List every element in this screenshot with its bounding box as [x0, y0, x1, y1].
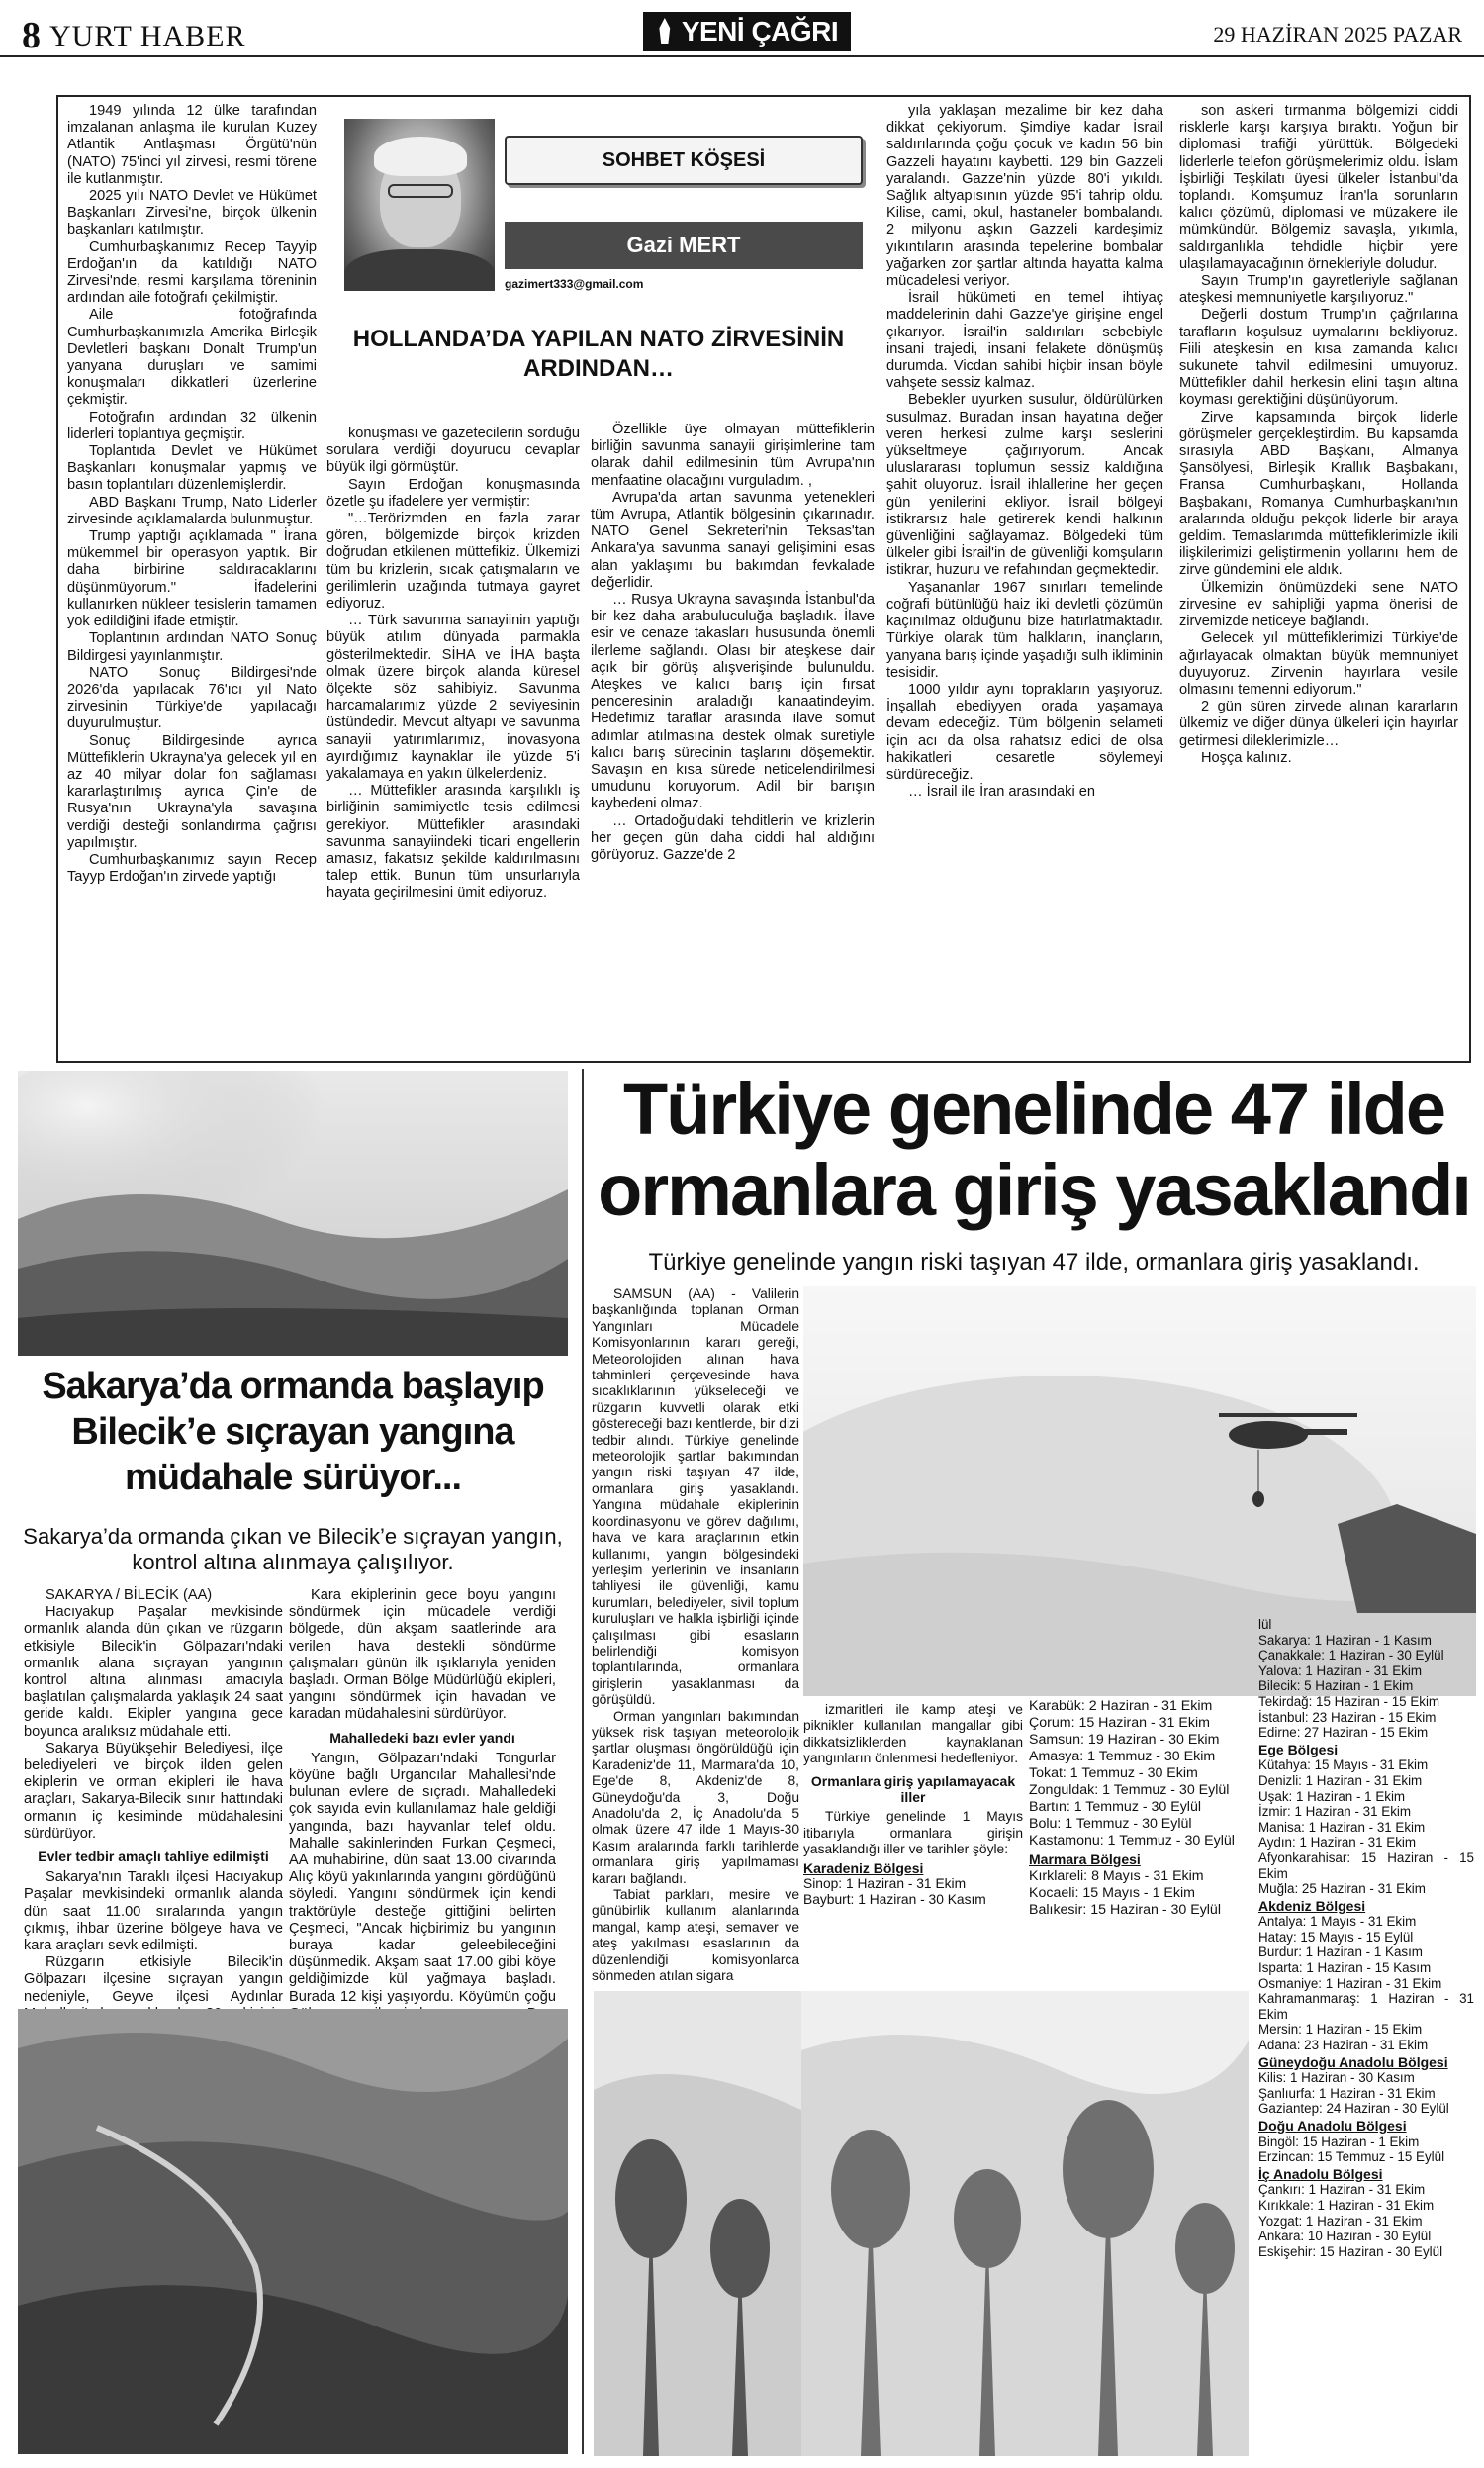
province-entry: Çorum: 15 Haziran - 31 Ekim: [1029, 1715, 1210, 1731]
forest-photo-left: [594, 1991, 801, 2456]
province-entry: Kastamonu: 1 Temmuz - 30 Eylül: [1029, 1833, 1235, 1849]
page-header: [0, 0, 1484, 57]
banned-provinces-subhead: Ormanlara giriş yapılamayacak iller: [810, 1772, 1016, 1806]
column-text-5: [1179, 103, 1458, 767]
paragraph: ABD Başkanı Trump, Nato Liderler zirvesinde açıklamalarda bulunmuştur.: [67, 494, 317, 527]
wildfire-photo: [18, 1071, 568, 1356]
paragraph: Ülkemizin önümüzdeki sene NATO zirvesine ev sahipliği yapma önerisi de zirvemizde neticeye bağlandı.: [1179, 579, 1458, 630]
paragraph: Bebekler uyurken susulur, öldürülürken susulmaz. Buradan insan hayatına değer veren herkesi zulme karşı seslerini yükseltmeye çağırıyorum. Ancak uluslararası toplumun sessiz kaldığına şahit oluyoruz. İsrail ihlallerine her geçen gün yenilerini ekliyor. İsrail bölgeyi istikrarsız hale getirerek kendi halkının güvenliğini sağlayamaz. Bölgedeki tüm ülkeler gibi İsrail'in de güvenliği komşuların istikrar, huzuru ve refahından geçmektedir.: [886, 392, 1163, 579]
sakarya-headline: Sakarya’da ormanda başlayıp Bilecik’e sıçrayan yangına müdahale sürüyor...: [42, 1366, 544, 1498]
paragraph: … Müttefikler arasında karşılıklı iş birliğinin samimiyetle tesis edilmesi gerekiyor. Müttefikler arasındaki savunma sanayiindeki ticari engellerin amasız, fakatsız şekilde kaldırılmasını talep ettik. Bunun tüm unsurlarıyla hayata geçirilmesini ümit ediyoruz.: [326, 783, 580, 902]
province-entry: Bingöl: 15 Haziran - 1 Ekim: [1258, 2134, 1420, 2149]
sakarya-subhead-1: Evler tedbir amaçlı tahliye edilmişti: [38, 1849, 269, 1865]
province-entry: Adana: 23 Haziran - 31 Ekim: [1258, 2038, 1429, 2053]
region-heading: Karadeniz Bölgesi: [803, 1859, 924, 1876]
province-entry: Samsun: 19 Haziran - 30 Ekim: [1029, 1732, 1220, 1748]
paragraph: … Türk savunma sanayiinin yaptığı büyük atılım dünyada parmakla gösterilmektedir. SİHA ve İHA başta olmak üzere birçok alanda küresel ölçekte söz sahibiyiz. Savunma harcamalarımız yüzde 2 seviyesinin üstündedir. Mevcut altyapı ve savunma sanayii yatırımlarımız, inovasyona ayırdığımız kaynaklar ile yüzde 5'i yakalamaya en yakın ülkelerdeniz.: [326, 613, 580, 783]
province-entry: Antalya: 1 Mayıs - 31 Ekim: [1258, 1914, 1417, 1930]
province-entry: Osmaniye: 1 Haziran - 31 Ekim: [1258, 1975, 1442, 1991]
issue-date: 29 HAZİRAN 2025 PAZAR: [1213, 22, 1462, 47]
province-entry: Yozgat: 1 Haziran - 31 Ekim: [1258, 2213, 1423, 2229]
province-entry: Kırklareli: 8 Mayıs - 31 Ekim: [1029, 1868, 1204, 1884]
province-entry: Muğla: 25 Haziran - 31 Ekim: [1258, 1881, 1426, 1897]
paragraph: NATO Sonuç Bildirgesi'nde 2026'da yapılacak 76'ıcı yıl Nato zirvesinin Türkiye'de yapılacağı duyurulmuştur.: [67, 664, 317, 732]
column-text-2: [326, 426, 580, 902]
province-entry: Balıkesir: 15 Haziran - 30 Eylül: [1029, 1902, 1221, 1918]
province-entry: Kilis: 1 Haziran - 30 Kasım: [1258, 2070, 1415, 2086]
paragraph: Sakarya Büyükşehir Belediyesi, ilçe belediyeleri ve birçok ilden gelen ekiplerin ve orman ekipleri ile hava araçları, Sakarya-Bilecik sınır hattındaki ormanın iç kesiminde müdahalesini sürdürüyor.: [24, 1740, 283, 1842]
sakarya-subtitle: Sakarya’da ormanda çıkan ve Bilecik’e sıçrayan yangın, kontrol altına alınmaya çalışılıyor.: [23, 1524, 563, 1574]
paragraph: 1949 yılında 12 ülke tarafından imzalanan anlaşma ile kurulan Kuzey Atlantik Antlaşması Örgütü'nün (NATO) 75'inci yıl zirvesi, resmi törene ile kutlanmıştır.: [67, 103, 317, 187]
province-entry: Hatay: 15 Mayıs - 15 Eylül: [1258, 1929, 1414, 1945]
paragraph: … Rusya Ukrayna savaşında İstanbul'da bir kez daha arabuluculuğa başladık. İlave esir ve cenaze takasları hususunda önemli ilerleme sağlandı. Olası bir ateşkese dair açık bir görüş alışverişinde bulunuldu. Ateşkes ve kalıcı barış için fırsat penceresinin araladığı kanaatindeyim. Hedefimiz taraflar arasında ilave somut adımlar atılmasına destek olmak suretiyle kalıcı barış sürecinin taşlarını döşemektir. Savaşın en kısa sürede neticelendirilmesi umudunu koruyorum. Adil bir barışın kaybedeni olmaz.: [591, 592, 875, 812]
column-text-4: [886, 103, 1163, 801]
paragraph: Yangın, Gölpazarı'ndaki Tongurlar köyüne bağlı Urgancılar Mahallesi'nde bulunan evlere de sıçradı. Mahalledeki çok sayıda evin kullanılamaz hale geldiği yangında, bazı hayvanlar telef oldu. Mahalle sakinlerinden Furkan Çeşmeci, AA muhabirine, dün saat 13.00 civarında Alıç köyü yakınlarında yangını gördüğünü söyledi. Yangını söndürmek için kendi traktörüyle desteğe gittiğini belirten Çeşmeci, "Ancak hiçbirimiz bu yangının buraya kadar geleebileceğini düşünmedik. Akşam saat 17.00 gibi köye geldiğimizde kül yağmaya başladı. Burada 12 kişi yaşıyordu. Köyümün çoğu: [289, 1750, 556, 2005]
paragraph: son askeri tırmanma bölgemizi ciddi risklerle karşı karşıya bıraktı. Yoğun bir diplomasi trafiği yürüttük. Bölgedeki liderlerle telefon görüşmelerimiz oldu. İslam İşbirliği Teşkilatı üyesi ülkeler İstanbul'da toplandı. Komşumuz İran'la sorunların kalıcı çözümü, diplomasi ve müzakere ile mümkündür. Bölgemiz savaşla, yıkımla, saldırganlıkla tehdidle hiçbir yere ulaşılamayacağının örnekleriyle doludur.: [1179, 103, 1458, 272]
province-entry: Edirne: 27 Haziran - 15 Ekim: [1258, 1725, 1429, 1741]
province-entry: Afyonkarahisar: 15 Haziran - 15 Ekim: [1258, 1850, 1474, 1881]
paragraph: … İsrail ile İran arasındaki en: [908, 784, 1095, 801]
province-entry: İzmir: 1 Haziran - 31 Ekim: [1258, 1804, 1412, 1820]
province-entry: Manisa: 1 Haziran - 31 Ekim: [1258, 1819, 1426, 1835]
province-entry: Çanakkale: 1 Haziran - 30 Eylül: [1258, 1648, 1444, 1663]
burned-forest-aerial-photo: [18, 2009, 568, 2454]
province-entry: Yalova: 1 Haziran - 31 Ekim: [1258, 1662, 1422, 1678]
paragraph: Toplantının ardından NATO Sonuç Bildirgesi yayınlanmıştır.: [67, 630, 317, 664]
turkiye-text-3: [1029, 1698, 1249, 1919]
province-entry: Uşak: 1 Haziran - 1 Ekim: [1258, 1788, 1406, 1804]
paragraph: İsrail hükümeti en temel ihtiyaç maddelerinin dahi Gazze'ye girişine engel çıkarıyor. İsrail'in saldırıları sebebiyle insani trajedi, insani felakete dönüşmüş durumda. Vicdan sahibi hiçbir insan böyle vahşete sessiz kalmaz.: [886, 290, 1163, 392]
paragraph: Rüzgarın etkisiyle Bilecik'in Gölpazarı ilçesine sıçrayan yangın nedeniyle, Geyve ilçesi Aydınlar: [24, 1954, 283, 2005]
section-divider: [582, 1069, 584, 2454]
paragraph: Aile fotoğrafında Cumhurbaşkanımızla Amerika Birleşik Devletleri başkanı Donalt Trump'un yanyana duruşları ve samimi konuşmaları dikkatleri üzerlerine çekmiştir.: [67, 307, 317, 409]
paragraph: Sayın Erdoğan konuşmasında özetle şu ifadelere yer vermiştir:: [326, 476, 580, 510]
paragraph: Toplantıda Devlet ve Hükümet Başkanları konuşmalar yapmış ve basın toplantıları düzenlemişlerdir.: [67, 443, 317, 494]
column-text-1: [67, 103, 317, 886]
region-heading: Doğu Anadolu Bölgesi: [1258, 2118, 1407, 2134]
turkiye-text-1: [592, 1286, 799, 1984]
paragraph: Sakarya'nın Taraklı ilçesi Hacıyakup Paşalar mevkisindeki ormanlık alanda dün saat 11.00 sıralarında yangın çıkmış, ihbar üzerine bölgeye hava ve kara araçları sevk edilmişti.: [24, 1869, 283, 1954]
region-heading: İç Anadolu Bölgesi: [1258, 2165, 1383, 2182]
paragraph: SAMSUN (AA) - Valilerin başkanlığında toplanan Orman Yangınları Mücadele Komisyonlarının kararı gereği, Meteorolojiden alınan hava tahminleri çerçevesinde hava sıcaklıklarının yükseleceği ve rüzgarın kuvvetli olarak etki göstereceği bazı kentlerde, bir dizi tedbir alındı. Türkiye genelinde meteorolojik şartlar bakımından yangın riski taşıyan 47 ilde, ormanlara giriş yasaklandı. Yangına müdahale ekiplerinin koordinasyonu ve görev dağılımı, hava ve kara araçlarının etkin kullanımı, yangın bölgesindeki yerleşim yerlerinin ve insanların tahliyesi ile güvenliği, kamu kurumları, belediyeler, sivil toplum kuruluşları ve halkla işbirliği içinde çalışılması gibi esasların belirlendiği komisyon toplantılarında, ormanlara girişlerin yasaklanması da görüşüldü.: [592, 1286, 799, 1708]
province-entry: Çankırı: 1 Haziran - 31 Ekim: [1258, 2182, 1426, 2198]
author-name: Gazi MERT: [505, 222, 863, 269]
paragraph: … Ortadoğu'daki tehditlerin ve krizlerin her geçen gün daha ciddi hal aldığını görüyoruz. Gazze'de 2: [591, 812, 875, 864]
column-title: HOLLANDA’DA YAPILAN NATO ZİRVESİNİN ARDINDAN…: [352, 326, 845, 382]
province-entry: Burdur: 1 Haziran - 1 Kasım: [1258, 1945, 1423, 1960]
province-entry: Sakarya: 1 Haziran - 1 Kasım: [1258, 1632, 1432, 1648]
forest-photo: [801, 1991, 1249, 2456]
region-heading: Ege Bölgesi: [1258, 1741, 1339, 1757]
author-photo: [344, 119, 495, 291]
paragraph: Özellikle üye olmayan müttefiklerin birliğin savunma sanayii girişimlerine tam olarak dahil edilmesinin tüm Avrupa'nın menfaatine olacağını vurguladım. ,: [591, 422, 875, 489]
province-entry: Aydın: 1 Haziran - 31 Ekim: [1258, 1835, 1417, 1851]
paragraph: Tabiat parkları, mesire ve günübirlik kullanım alanlarında mangal, kamp ateşi, semaver ve ateş yakılması esaslarının da düzenlendiği komisyonlarca sönmeden atılan sigara: [592, 1887, 799, 1984]
turkiye-text-2: izmaritleri ile kamp ateşi ve piknikler kullanılan mangallar gibi dikkatsizliklerden kaynaklanan yangınların önlenmesi hedefleniyor. Ormanlara giriş yapılamayacak iller Türkiye genelinde 1 Mayıs itibarıyla ormanlara girişin yasaklandığı iller ve tarihler şöyle: Karadeniz Bölgesi Sinop: 1 Haziran - 31 Ekim Bayburt: 1 Haziran - 30 Kasım: [803, 1702, 1023, 1908]
paragraph: Hoşça kalınız.: [1201, 749, 1292, 766]
region-heading: Güneydoğu Anadolu Bölgesi: [1258, 2053, 1448, 2070]
turkiye-subtitle: Türkiye genelinde yangın riski taşıyan 47 ilde, ormanlara giriş yasaklandı.: [648, 1249, 1420, 1276]
province-entry: İstanbul: 23 Haziran - 15 Ekim: [1258, 1709, 1437, 1725]
province-entry: Bayburt: 1 Haziran - 30 Kasım: [803, 1892, 986, 1908]
paragraph: yıla yaklaşan mezalime bir kez daha dikkat çekiyorum. Şimdiye kadar İsrail saldırılarında çoğu çocuk ve kadın 56 bin Gazzeli hayatını kaybetti. 129 bin Gazzeli yaralandı. Gazze'nin yüzde 80'i yıkıldı. Sağlık altyapısının yüzde 95'i tahrip oldu. Kilise, cami, okul, hastaneler bombalandı. 2 milyonu aşkın Gazzeli kardeşimiz yıkıntıların arasında tepelerine bombalar yağarken zor şartlar altında hayatta kalma mücadelesi veriyor.: [886, 103, 1163, 290]
province-entry: lül: [1258, 1617, 1272, 1632]
province-entry: Erzincan: 15 Temmuz - 15 Eylül: [1258, 2149, 1445, 2165]
page-number: 8: [22, 15, 41, 56]
province-entry: Kocaeli: 15 Mayıs - 1 Ekim: [1029, 1885, 1195, 1901]
paragraph: Fotoğrafın ardından 32 ülkenin liderleri toplantıya geçmiştir.: [67, 409, 317, 442]
province-entry: Tekirdağ: 15 Haziran - 15 Ekim: [1258, 1693, 1440, 1709]
paragraph: Yaşananlar 1967 sınırları temelinde coğrafi bütünlüğü haiz iki devletli çözümün kaçınılmaz olduğunu bize hatırlatmaktadır. Türkiye olarak tüm halkların, inançların, yanyana barış içinde yaşadığı sulh ikliminin tesisidir.: [886, 579, 1163, 681]
column-tag: SOHBET KÖŞESİ: [505, 136, 863, 185]
paragraph: Trump yaptığı açıklamada '' İrana mükemmel bir operasyon yaptık. Bir daha birbirine saldıracaklarını düşünmüyorum.'' İfadelerini kullanırken nükleer tesislerin tamamen yok edildiğini ifade etmiştir.: [67, 528, 317, 630]
region-heading: Marmara Bölgesi: [1029, 1851, 1141, 1867]
paragraph: Cumhurbaşkanımız sayın Recep Tayyp Erdoğan'ın zirvede yaptığı: [67, 851, 317, 886]
paragraph: 1000 yıldır aynı toprakların yaşıyoruz. İnşallah ebediyyen orada yaşamaya devam edeceğiz. Tüm bölgenin selameti için acı da olsa rahatsız edici de olsa hakikatleri cesaretle söylemeyi sürdüreceğiz.: [886, 681, 1163, 783]
author-email: gazimert333@gmail.com: [505, 277, 644, 291]
paragraph: Avrupa'da artan savunma yetenekleri tüm Avrupa, Atlantik bölgesinin çıkarınadır. NATO Genel Sekreteri'nin Teksas'tan Ankara'ya savunma sanayi gelişimini esas alan yaklaşımı bu bakımdan fevkalade değerlidir.: [591, 489, 875, 591]
sakarya-subhead-2: Mahalledeki bazı evler yandı: [329, 1729, 515, 1746]
province-entry: Isparta: 1 Haziran - 15 Kasım: [1258, 1960, 1432, 1976]
province-entry: Sinop: 1 Haziran - 31 Ekim: [803, 1876, 967, 1892]
province-entry: Bartın: 1 Temmuz - 30 Eylül: [1029, 1799, 1201, 1815]
paragraph: izmaritleri ile kamp ateşi ve piknikler kullanılan mangallar gibi dikkatsizliklerden kaynaklanan yangınların önlenmesi hedefleniyor.: [803, 1702, 1023, 1766]
province-entry: Ankara: 10 Haziran - 30 Eylül: [1258, 2229, 1432, 2244]
province-entry: Eskişehir: 15 Haziran - 30 Eylül: [1258, 2243, 1443, 2259]
paragraph: Orman yangınları bakımından yüksek risk taşıyan meteorolojik şartlar oluşması öngörüldüğü için Karadeniz'de 11, Marmara'da 10, Ege'de 8, Akdeniz'de 8, Güneydoğu'da 3, Doğu Anadolu'da 2, İç Anadolu'da 5 olmak üzere 47 ilde 1 Mayıs-30 Kasım aralarında farklı tarihlerde ormanlara giriş yapılmaması kararı bağlandı.: [592, 1708, 799, 1886]
paragraph: Kara ekiplerinin gece boyu yangını söndürmek için mücadele verdiği bölgede, dün akşam saatlerinde ara verilen hava destekli söndürme çalışmaları günün ilk ışıklarıyla yeniden başladı. Orman Bölge Müdürlüğü ekipleri, yangını söndürmek için havadan ve karadan müdahalesini sürdürüyor.: [289, 1587, 556, 1723]
paragraph: konuşması ve gazetecilerin sorduğu sorulara verdiği doyurucu cevaplar büyük ilgi görmüştür.: [326, 426, 580, 476]
paragraph: "…Terörizmden en fazla zarar gören, bölgemizde birçok krizden doğrudan etkilenen müttefikiz. Ülkemizi tüm bu krizlerin, sıcak çatışmaların ve gerilimlerin uzağında tutmaya gayret ediyoruz.: [326, 511, 580, 613]
section-name: YURT HABER: [49, 20, 246, 52]
province-entry: Kütahya: 15 Mayıs - 31 Ekim: [1258, 1757, 1429, 1773]
province-entry: Kahramanmaraş: 1 Haziran - 31 Ekim: [1258, 1991, 1474, 2022]
paragraph: 2025 yılı NATO Devlet ve Hükümet Başkanları Zirvesi'ne, birçok ülkenin başkanları katılmıştır.: [67, 188, 317, 238]
newspaper-logo: YENİ ÇAĞRI: [643, 12, 851, 51]
province-entry: Karabük: 2 Haziran - 31 Ekim: [1029, 1698, 1213, 1714]
sakarya-text-2: [289, 1587, 556, 2074]
province-entry: Gaziantep: 24 Haziran - 30 Eylül: [1258, 2101, 1449, 2117]
paragraph: SAKARYA / BİLECİK (AA): [46, 1587, 213, 1603]
column-text-3: [591, 422, 875, 864]
province-entry: Kırıkkale: 1 Haziran - 31 Ekim: [1258, 2197, 1435, 2213]
province-entry: Şanlıurfa: 1 Haziran - 31 Ekim: [1258, 2085, 1436, 2101]
province-entry: Tokat: 1 Temmuz - 30 Ekim: [1029, 1765, 1198, 1781]
province-entry: Bilecik: 5 Haziran - 1 Ekim: [1258, 1678, 1414, 1694]
turkiye-headline: Türkiye genelinde 47 ilde ormanlara giriş yasaklandı: [598, 1068, 1470, 1231]
province-entry: Denizli: 1 Haziran - 31 Ekim: [1258, 1772, 1423, 1788]
paragraph: Sayın Trump'ın gayretleriyle sağlanan ateşkesi memnuniyetle karşılıyoruz.": [1179, 273, 1458, 307]
paragraph: 2 gün süren zirvede alınan kararların ülkemiz ve diğer dünya ülkeleri için hayırlar getirmesi dileklerimizle…: [1179, 699, 1458, 749]
paragraph: Cumhurbaşkanımız Recep Tayyip Erdoğan'ın da katıldığı NATO Zirvesi'nde, resmi karşılama töreninin ardından aile fotoğrafı çekilmiştir.: [67, 238, 317, 307]
province-entry: Amasya: 1 Temmuz - 30 Ekim: [1029, 1749, 1216, 1764]
turkiye-text-4: [1258, 1617, 1474, 2259]
paragraph: Zirve kapsamında birçok liderle görüşmeler gerçekleştirdim. Bu kapsamda sırasıyla ABD Başkanı, Almanya Şansölyesi, Birleşik Krallık Başbakanı, Fransa Cumhurbaşkanı, Hollanda Başbakanı, Romanya Cumhurbaşkanı'nın aralarında olduğu pekçok liderle bir araya geldim. Temaslarımda müttefiklerimizle ikili ilişkilerimizi geliştirmenin yollarını hem de zirve gündemini ele aldık.: [1179, 409, 1458, 579]
province-entry: Zonguldak: 1 Temmuz - 30 Eylül: [1029, 1782, 1230, 1798]
torch-icon: [656, 18, 674, 44]
region-heading: Akdeniz Bölgesi: [1258, 1897, 1366, 1914]
province-entry: Mersin: 1 Haziran - 15 Ekim: [1258, 2022, 1423, 2038]
paragraph: Hacıyakup Paşalar mevkisinde ormanlık alanda dün çıkan ve rüzgarın etkisiyle Bilecik'in Gölpazarı'ndaki ormanlık alana sıçrayan yangının kontrol altına alınması amacıyla başlatılan çalışmalarda yaklaşık 24 saat geride kaldı. Ekipler yangına gece boyunca aralıksız müdahale etti.: [24, 1604, 283, 1740]
paragraph: Sonuç Bildirgesinde ayrıca Müttefiklerin Ukrayna'ya gelecek yıl en az 40 milyar dolar fon sağlaması kararlaştırılmış ayrıca Çin'e de Rusya'nın Ukrayna'yla savaşına verdiği desteği sonlandırma çağrısı yapılmıştır.: [67, 732, 317, 851]
paragraph: Gelecek yıl müttefiklerimizi Türkiye'de ağırlayacak olmaktan büyük memnuniyet duyuyoruz. Zirvenin hayırlara vesile olmasını temenni ediyorum.": [1179, 630, 1458, 698]
paragraph: Değerli dostum Trump'ın çağrılarına tarafların koşulsuz uymalarını bekliyoruz. Fiili ateşkesin en kısa zamanda kalıcı sukunete tahvil edilmesini umuyoruz. Müttefikler dahil herkesin elini taşın altına koyması gerektiğini düşünüyorum.: [1179, 307, 1458, 409]
province-entry: Bolu: 1 Temmuz - 30 Eylül: [1029, 1816, 1192, 1832]
